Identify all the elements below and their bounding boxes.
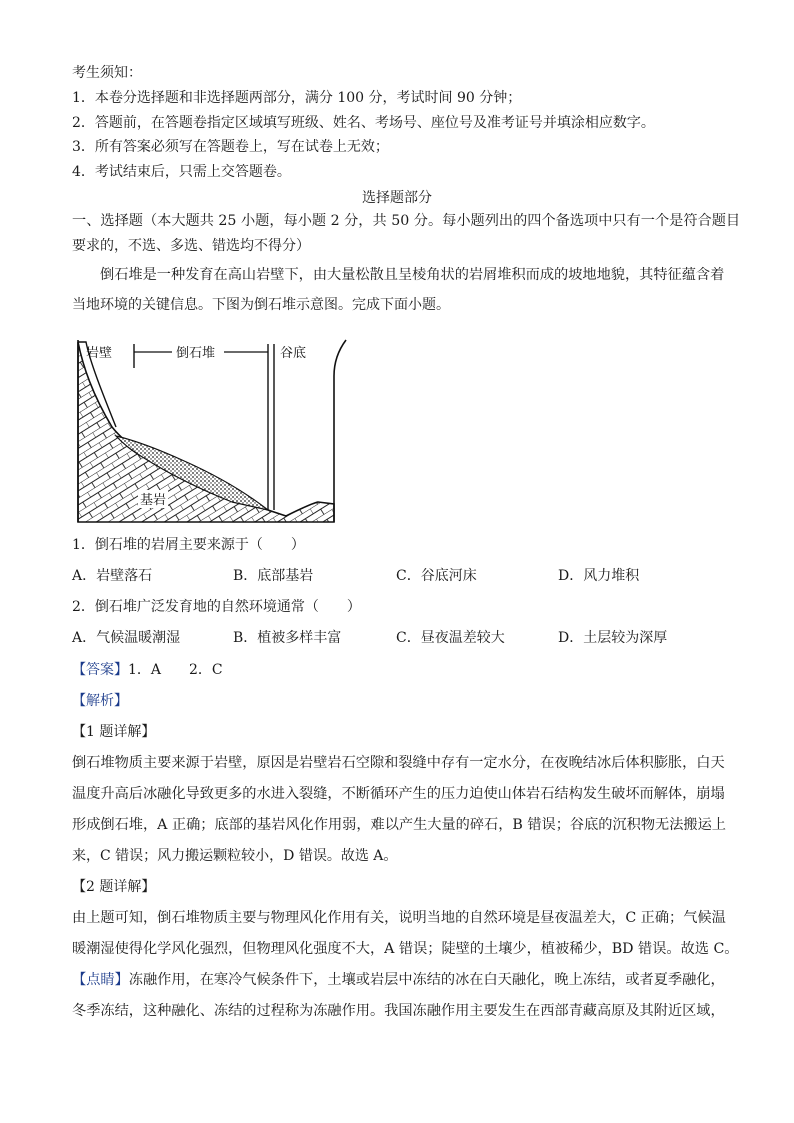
section-title: 选择题部分 xyxy=(362,190,432,206)
notice-item-2: 2．答题前，在答题卷指定区域填写班级、姓名、考场号、座位号及准考证号并填涂相应数字。 xyxy=(72,115,655,131)
q1-option-a[interactable]: A．岩壁落石 xyxy=(72,568,153,584)
label-valley: 谷底 xyxy=(280,346,307,361)
label-bedrock: 基岩 xyxy=(140,493,167,508)
answer-text: 1．A 2．C xyxy=(128,662,223,678)
notice-item-1: 1．本卷分选择题和非选择题两部分，满分 100 分，考试时间 90 分钟； xyxy=(72,90,522,106)
stem-line-1: 倒石堆是一种发育在高山岩壁下，由大量松散且呈棱角状的岩屑堆积而成的坡地地貌，其特征蕴含着 xyxy=(100,267,725,283)
answer-tag: 【答案】 xyxy=(72,662,128,678)
detail1-line-1: 倒石堆物质主要来源于岩壁，原因是岩壁岩石空隙和裂缝中存有一定水分，在夜晚结冰后体积膨胀，白天 xyxy=(72,755,725,771)
tip-line-2: 冬季冻结，这种融化、冻结的过程称为冻融作用。我国冻融作用主要发生在西部青藏高原及其附近区域， xyxy=(72,1003,725,1019)
notice-title: 考生须知： xyxy=(72,65,142,81)
q1-option-d[interactable]: D．风力堆积 xyxy=(558,568,640,584)
detail2-line-1: 由上题可知，倒石堆物质主要与物理风化作用有关，说明当地的自然环境是昼夜温差大，C 正确；气候温 xyxy=(72,910,726,926)
part-one-line-2: 要求的，不选、多选、错选均不得分） xyxy=(72,238,310,254)
label-cliff: 岩壁 xyxy=(86,346,113,361)
tip-tag: 【点睛】 xyxy=(72,972,129,988)
tip-text-1: 冻融作用，在寒冷气候条件下，土壤或岩层中冻结的冰在白天融化，晚上冻结，或者夏季融化， xyxy=(128,972,725,988)
q2-stem: 2．倒石堆广泛发育地的自然环境通常（ ） xyxy=(72,599,361,615)
analysis-tag: 【解析】 xyxy=(72,693,128,709)
bedrock-area xyxy=(78,342,334,522)
q2-option-b[interactable]: B．植被多样丰富 xyxy=(233,630,342,646)
detail2-tag: 【2 题详解】 xyxy=(72,879,156,895)
detail1-tag: 【1 题详解】 xyxy=(72,724,156,740)
q1-option-b[interactable]: B．底部基岩 xyxy=(233,568,314,584)
q2-option-c[interactable]: C．昼夜温差较大 xyxy=(396,630,505,646)
q1-stem: 1．倒石堆的岩屑主要来源于（ ） xyxy=(72,537,305,553)
tip-line-1 xyxy=(72,971,724,989)
valley-wall xyxy=(334,340,346,522)
label-talus: 倒石堆 xyxy=(176,346,216,361)
detail1-line-2: 温度升高后冰融化导致更多的水进入裂缝，不断循环产生的压力迫使山体岩石结构发生破坏而解体，崩塌 xyxy=(72,786,725,802)
q1-option-c[interactable]: C．谷底河床 xyxy=(396,568,477,584)
stem-line-2: 当地环境的关键信息。下图为倒石堆示意图。完成下面小题。 xyxy=(72,297,450,313)
detail1-line-4: 来，C 错误；风力搬运颗粒较小，D 错误。故选 A。 xyxy=(72,848,398,864)
notice-item-4: 4．考试结束后，只需上交答题卷。 xyxy=(72,164,291,180)
detail1-line-3: 形成倒石堆，A 正确；底部的基岩风化作用弱，难以产生大量的碎石，B 错误；谷底的沉积物无法搬运上 xyxy=(72,817,726,833)
detail2-line-2: 暖潮湿使得化学风化强烈，但物理风化强度不大，A 错误；陡壁的土壤少，植被稀少，BD 错误。故选 C。 xyxy=(72,941,739,957)
notice-item-3: 3．所有答案必须写在答题卷上，写在试卷上无效； xyxy=(72,139,389,155)
answer-line xyxy=(72,661,223,679)
part-one-line-1: 一、选择题（本大题共 25 小题，每小题 2 分，共 50 分。每小题列出的四个备选项中只有一个是符合题目 xyxy=(72,213,741,229)
q2-option-d[interactable]: D．土层较为深厚 xyxy=(558,630,668,646)
q2-option-a[interactable]: A．气候温暖潮湿 xyxy=(72,630,181,646)
talus-diagram xyxy=(72,332,356,528)
